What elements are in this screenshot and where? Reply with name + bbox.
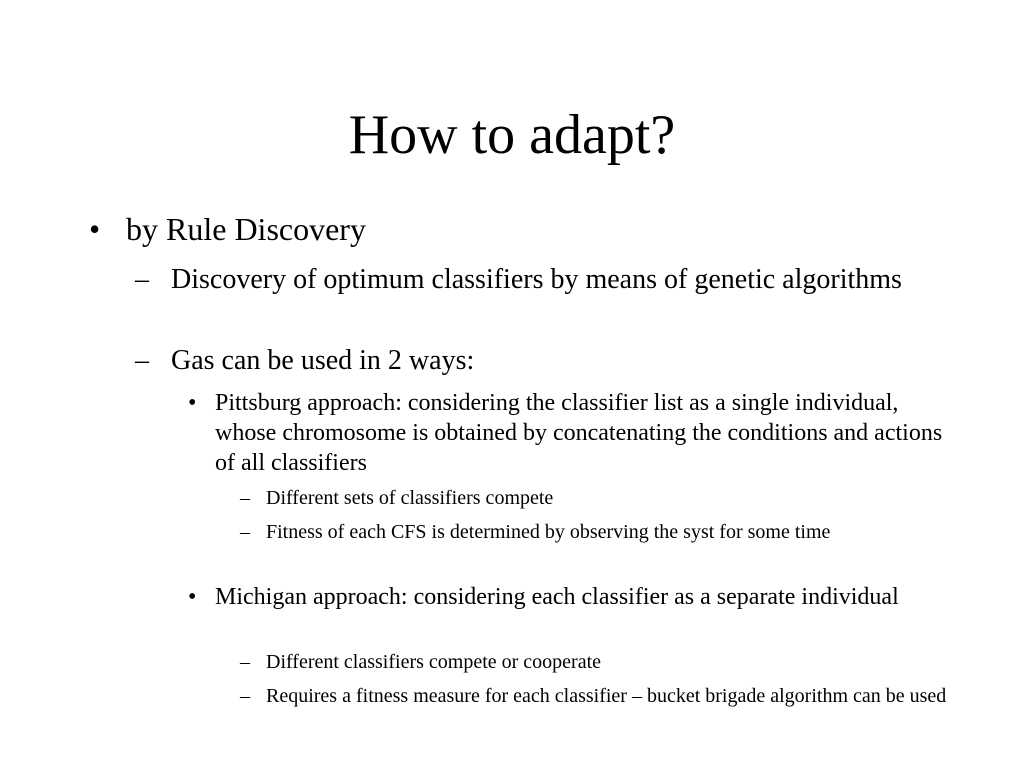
bullet-item-rule-discovery [89,211,949,248]
sub-item-gas-two-ways [135,343,925,379]
dash-icon: – [240,685,250,707]
detail-item-fitness-measure [240,683,960,710]
detail-item-compete-cooperate [240,649,960,676]
dash-icon: – [135,264,149,295]
detail-text: Different sets of classifiers compete [266,487,554,509]
bullet-icon: • [89,211,101,247]
dash-icon: – [240,651,250,673]
dash-icon: – [135,345,149,376]
sub-bullet-pittsburg [188,388,958,478]
dash-icon: – [240,487,250,509]
detail-text: Different classifiers compete or cooperate [266,651,602,673]
detail-text: Fitness of each CFS is determined by observing the syst for some time [266,521,831,543]
sub-item-text: Gas can be used in 2 ways: [171,345,475,376]
detail-text: Requires a fitness measure for each classifier – bucket brigade algorithm can be used [266,685,947,707]
sub-item-discovery-optimum [135,262,925,298]
bullet-icon: • [188,584,197,610]
slide-title: How to adapt? [348,104,676,166]
bullet-icon: • [188,390,197,416]
bullet-text: by Rule Discovery [126,211,366,247]
dash-icon: – [240,521,250,543]
sub-bullet-text: Pittsburg approach: considering the classifier list as a single individual, whose chromosome is obtained by concatenating the conditions and actions of all classifiers [215,390,943,476]
sub-item-text: Discovery of optimum classifiers by means of genetic algorithms [171,264,902,295]
sub-bullet-michigan [188,582,958,612]
sub-bullet-text: Michigan approach: considering each classifier as a separate individual [215,584,899,610]
detail-item-fitness-cfs [240,519,960,546]
detail-item-sets-compete [240,485,960,512]
